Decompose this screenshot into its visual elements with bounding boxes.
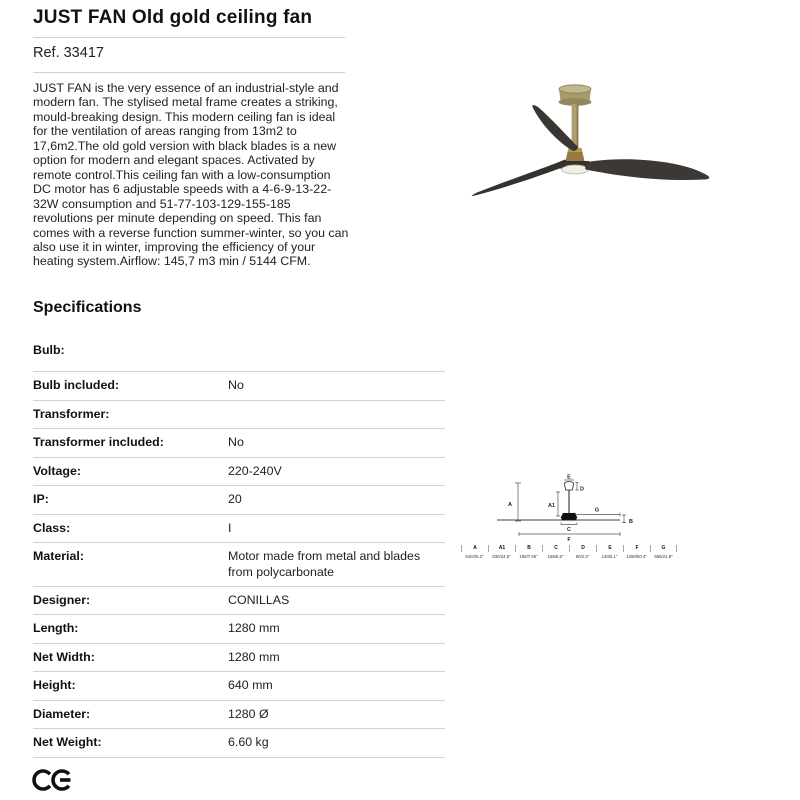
spec-row xyxy=(33,701,445,729)
spec-row xyxy=(33,615,445,643)
spec-label: IP: xyxy=(33,492,49,507)
spec-value: 1280 Ø xyxy=(228,706,269,721)
spec-label: Diameter: xyxy=(33,706,91,721)
spec-label: Material: xyxy=(33,549,84,564)
spec-row xyxy=(33,543,445,587)
dimension-column xyxy=(461,545,488,560)
dimension-letter: A xyxy=(461,545,488,552)
dimension-letter: A1 xyxy=(488,545,515,552)
diagram-label-b: B xyxy=(629,519,633,525)
dimension-value: 180/7.05" xyxy=(519,554,538,559)
diagram-label-d: D xyxy=(580,486,584,493)
diagram-label-f: F xyxy=(567,537,571,543)
ce-mark-icon xyxy=(31,766,77,794)
spec-row xyxy=(33,515,445,543)
spec-value: 20 xyxy=(228,492,242,507)
title-divider xyxy=(33,37,345,38)
spec-label: Class: xyxy=(33,520,71,535)
diagram-label-e: E xyxy=(567,474,571,481)
spec-label: Transformer: xyxy=(33,406,110,421)
spec-value: CONILLAS xyxy=(228,592,290,607)
spec-label: Voltage: xyxy=(33,463,81,478)
dimension-value: 130/5.1" xyxy=(601,554,618,559)
spec-row xyxy=(33,401,445,429)
spec-label: Height: xyxy=(33,678,76,693)
spec-label: Net Width: xyxy=(33,649,95,664)
dimension-letter: B xyxy=(515,545,542,552)
spec-row xyxy=(33,587,445,615)
spec-label: Designer: xyxy=(33,592,91,607)
spec-value: 220-240V xyxy=(228,463,282,478)
spec-label: Length: xyxy=(33,621,79,636)
specifications-heading: Specifications xyxy=(33,299,142,316)
spec-value: Motor made from metal and blades from polycarbonate xyxy=(228,549,421,579)
dimension-column xyxy=(623,545,650,560)
diagram-label-c: C xyxy=(567,527,571,533)
spec-value: 640 mm xyxy=(228,678,273,693)
diagram-label-a1: A1 xyxy=(547,503,555,509)
dimension-value: 1280/50.4" xyxy=(626,554,647,559)
dimension-letter: G xyxy=(650,545,677,552)
fan-blades xyxy=(472,105,710,196)
product-reference: Ref. 33417 xyxy=(33,45,104,61)
dimension-column xyxy=(596,545,623,560)
spec-value: 1280 mm xyxy=(228,621,280,636)
ceiling-fan-photo xyxy=(455,72,785,222)
spec-value: No xyxy=(228,378,244,393)
dimension-column xyxy=(488,545,515,560)
spec-row xyxy=(33,337,445,372)
fan-dimension-diagram xyxy=(455,470,700,545)
dimension-letter: D xyxy=(569,545,596,552)
dimension-value: 165/6.5" xyxy=(547,554,564,559)
dimension-column xyxy=(650,545,677,560)
dimension-value: 60/2.3" xyxy=(575,554,590,559)
reference-divider xyxy=(33,72,345,73)
dimension-letter: F xyxy=(623,545,650,552)
dimension-column xyxy=(542,545,569,560)
spec-label: Bulb: xyxy=(33,343,65,357)
spec-label: Bulb included: xyxy=(33,378,120,393)
spec-value: 1280 mm xyxy=(228,649,280,664)
diagram-label-a: A xyxy=(508,502,512,508)
spec-row xyxy=(33,429,445,457)
spec-row xyxy=(33,729,445,757)
spec-value: 6.60 kg xyxy=(228,735,269,750)
diagram-label-g: G xyxy=(594,507,600,514)
spec-value: I xyxy=(228,520,232,535)
diagram-canopy xyxy=(565,482,574,490)
spec-table xyxy=(33,337,445,758)
spec-row xyxy=(33,372,445,400)
dimension-column xyxy=(569,545,596,560)
page-title: JUST FAN Old gold ceiling fan xyxy=(33,7,313,28)
spec-label: Transformer included: xyxy=(33,435,164,450)
spec-row xyxy=(33,672,445,700)
dimensions-table xyxy=(461,545,677,560)
dimension-value: 640/25.2" xyxy=(465,554,484,559)
dimension-value: 555/21.8" xyxy=(654,554,673,559)
dimension-column xyxy=(515,545,542,560)
dimension-letter: C xyxy=(542,545,569,552)
spec-row xyxy=(33,486,445,514)
dimension-value: 630/24.8" xyxy=(492,554,511,559)
spec-label: Net Weight: xyxy=(33,735,102,750)
diagram-motor xyxy=(561,513,578,521)
spec-value: No xyxy=(228,435,244,450)
product-description: JUST FAN is the very essence of an industrial-style and modern fan. The stylised metal frame creates a striking, mould-breaking design. This modern ceiling fan is ideal for the ventilation of areas ranging from 13m2 to 17,6m2.The old gold version with black blades is a new option for modern and elegant spaces. Activated by remote control.This ceiling fan with a low-consumption DC motor has 6 adjustable speeds with a 4-6-9-13-22-32W consumption and 51-77-103-129-155-185 revolutions per minute depending on speed. This fan comes with a reverse function summer-winter, so you can also use it in winter, improving the efficiency of your heating system.Airflow: 145,7 m3 min / 5144 CFM. xyxy=(33,81,349,269)
spec-row xyxy=(33,458,445,486)
dimension-letter: E xyxy=(596,545,623,552)
spec-row xyxy=(33,644,445,672)
fan-canopy xyxy=(559,85,592,106)
